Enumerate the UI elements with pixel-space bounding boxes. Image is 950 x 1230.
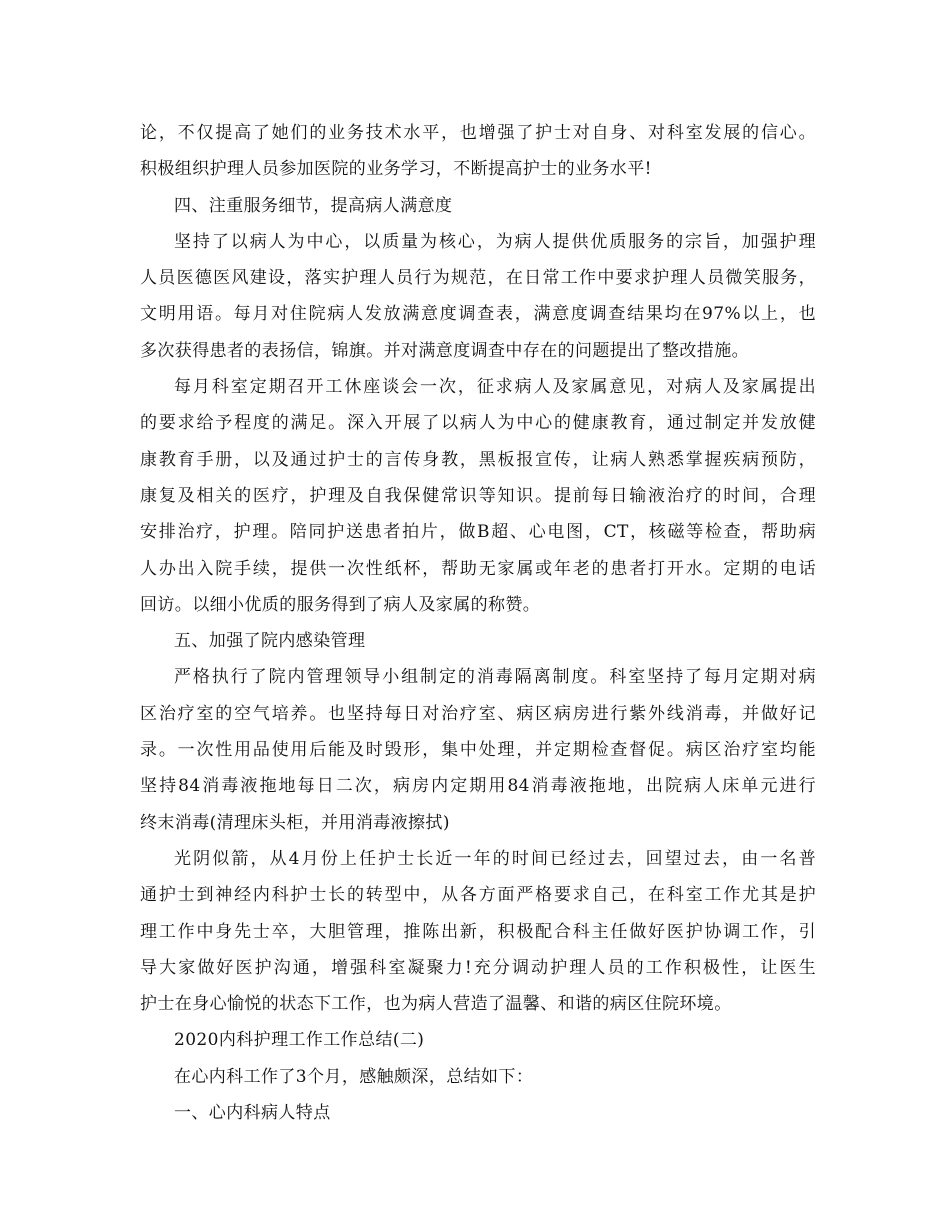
paragraph-line: 坚持84消毒液拖地每日二次，病房内定期用84消毒液拖地，出院病人床单元进行 [140,776,816,797]
paragraph-line-indented: 在心内科工作了3个月，感触颇深，总结如下： [174,1066,534,1087]
paragraph-line: 区治疗室的空气培养。也坚持每日对治疗室、病区病房进行紫外线消毒，并做好记 [140,703,816,724]
paragraph-line: 人员医德医风建设，落实护理人员行为规范，在日常工作中要求护理人员微笑服务， [140,268,816,289]
paragraph-line: 人办出入院手续，提供一次性纸杯，帮助无家属或年老的患者打开水。定期的电话 [140,558,816,579]
paragraph-line-indented: 光阴似箭，从4月份上任护士长近一年的时间已经过去，回望过去，由一名普 [174,848,816,869]
paragraph-line-indented: 每月科室定期召开工休座谈会一次，征求病人及家属意见，对病人及家属提出 [174,377,816,398]
paragraph-line: 康教育手册，以及通过护士的言传身教，黑板报宣传，让病人熟悉掌握疾病预防， [140,449,816,470]
paragraph-line-indented: 严格执行了院内管理领导小组制定的消毒隔离制度。科室坚持了每月定期对病 [174,667,816,688]
document-body [140,115,816,1131]
paragraph-line: 通护士到神经内科护士长的转型中，从各方面严格要求自己，在科室工作尤其是护 [140,885,816,906]
paragraph-line: 录。一次性用品使用后能及时毁形，集中处理，并定期检查督促。病区治疗室均能 [140,740,816,761]
paragraph-line: 安排治疗，护理。陪同护送患者拍片，做B超、心电图，CT，核磁等检查，帮助病 [140,522,816,543]
paragraph-line: 护士在身心愉悦的状态下工作，也为病人营造了温馨、和谐的病区住院环境。 [140,994,732,1015]
paragraph-line-indented: 五、加强了院内感染管理 [174,631,366,652]
paragraph-line: 回访。以细小优质的服务得到了病人及家属的称赞。 [140,594,541,615]
paragraph-line-indented: 一、心内科病人特点 [174,1103,331,1124]
paragraph-line: 导大家做好医护沟通，增强科室凝聚力!充分调动护理人员的工作积极性，让医生 [140,957,816,978]
paragraph-line-indented: 2020内科护理工作工作总结(二) [174,1030,425,1051]
paragraph-line: 多次获得患者的表扬信，锦旗。并对满意度调查中存在的问题提出了整改措施。 [140,340,749,361]
paragraph-line: 终末消毒(清理床头柜，并用消毒液擦拭) [140,812,450,833]
paragraph-line: 论，不仅提高了她们的业务技术水平，也增强了护士对自身、对科室发展的信心。 [140,123,816,143]
paragraph-line: 的要求给予程度的满足。深入开展了以病人为中心的健康教育，通过制定并发放健 [140,413,816,434]
paragraph-line: 文明用语。每月对住院病人发放满意度调查表，满意度调查结果均在97%以上，也 [140,304,816,325]
paragraph-line-indented: 四、注重服务细节，提高病人满意度 [174,195,453,216]
paragraph-line: 理工作中身先士卒，大胆管理，推陈出新，积极配合科主任做好医护协调工作，引 [140,921,816,942]
paragraph-line-indented: 坚持了以病人为中心，以质量为核心，为病人提供优质服务的宗旨，加强护理 [174,231,816,252]
paragraph-line: 积极组织护理人员参加医院的业务学习，不断提高护士的业务水平! [140,159,652,180]
paragraph-line: 康复及相关的医疗，护理及自我保健常识等知识。提前每日输液治疗的时间，合理 [140,485,816,506]
